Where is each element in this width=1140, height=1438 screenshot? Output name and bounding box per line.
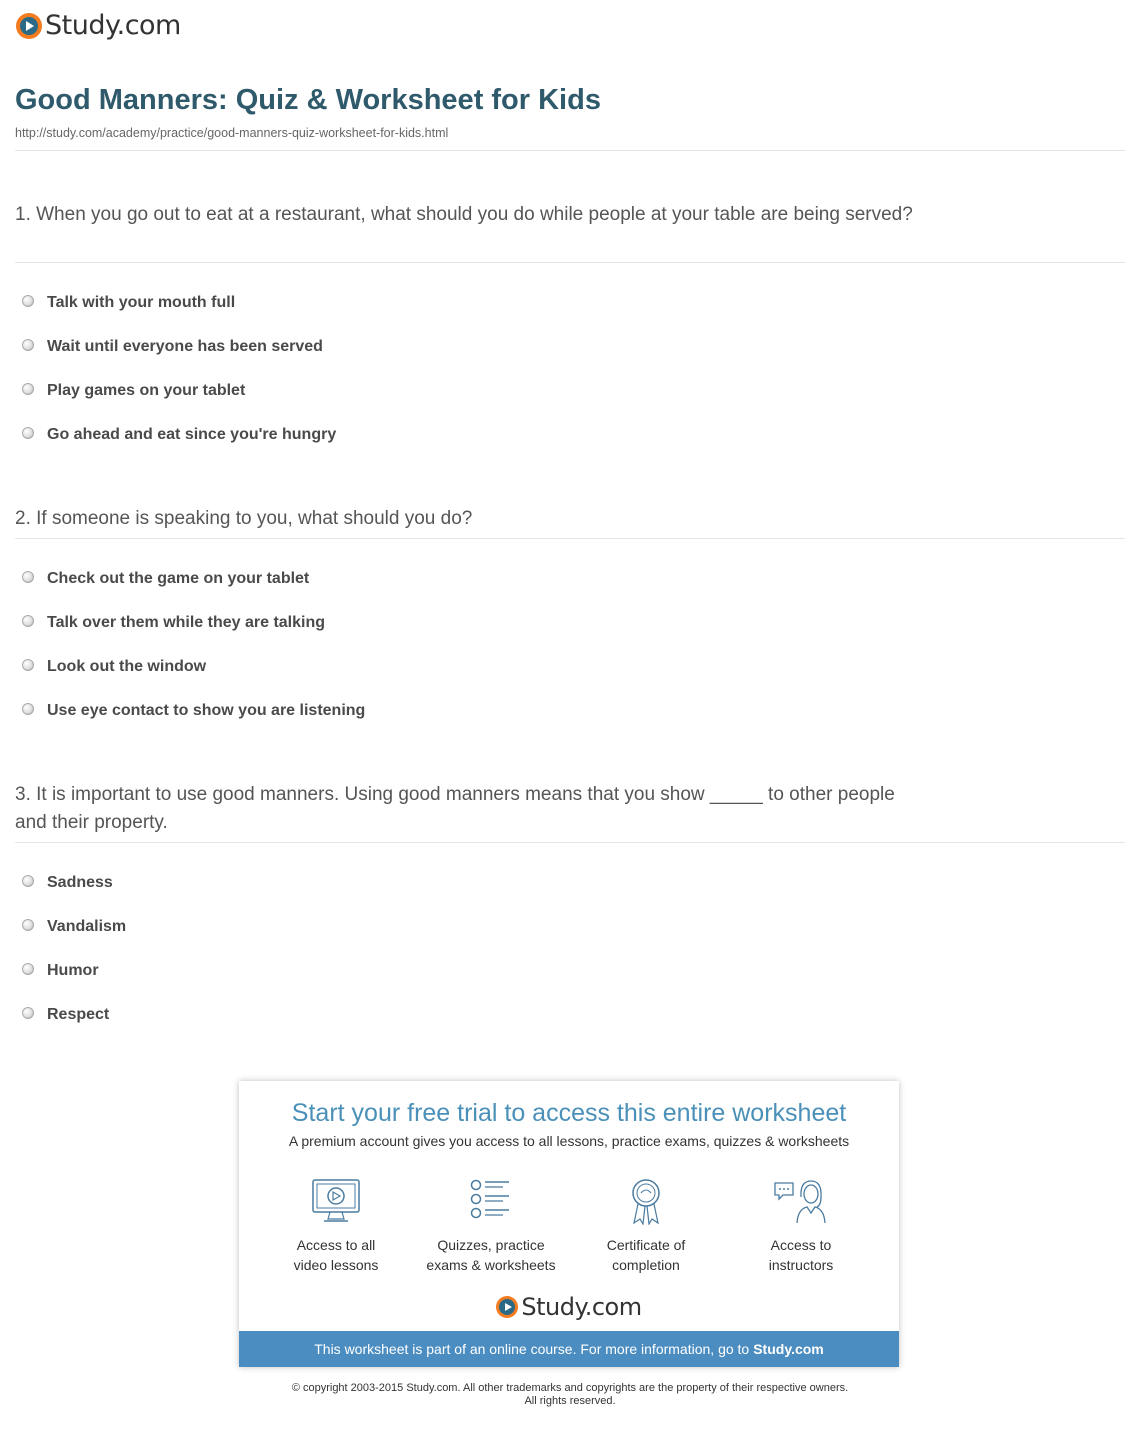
promo-bar-link[interactable]: Study.com [753, 1341, 824, 1357]
title-divider [15, 150, 1125, 151]
option-label: Respect [47, 1006, 110, 1023]
feature-line-1: Access to [770, 1237, 832, 1253]
promo-info-bar [239, 1331, 899, 1367]
play-logo-icon [496, 1296, 518, 1318]
question-1-option-4[interactable] [22, 425, 336, 445]
radio-button[interactable] [22, 427, 34, 439]
radio-button[interactable] [22, 919, 34, 931]
radio-button[interactable] [22, 1007, 34, 1019]
question-2-option-4[interactable] [22, 701, 365, 721]
question-3: 3. It is important to use good manners. Using good manners means that you show _____ to other people and their property. [15, 784, 895, 833]
feature-video-lessons [261, 1177, 411, 1275]
feature-line-1: Quizzes, practice [437, 1237, 545, 1253]
logo-text: Study.com [45, 10, 181, 41]
option-label: Talk over them while they are talking [47, 614, 326, 631]
study-logo[interactable] [16, 10, 181, 41]
question-1-divider [15, 262, 1125, 263]
page-title: Good Manners: Quiz & Worksheet for Kids [15, 84, 601, 116]
radio-button[interactable] [22, 295, 34, 307]
option-label: Play games on your tablet [47, 382, 246, 399]
option-label: Wait until everyone has been served [47, 338, 323, 355]
feature-line-1: Access to all [296, 1237, 376, 1253]
question-1-option-2[interactable] [22, 337, 323, 357]
checklist-icon [465, 1177, 517, 1225]
feature-quizzes [416, 1177, 566, 1275]
radio-button[interactable] [22, 875, 34, 887]
question-1-option-3[interactable] [22, 381, 245, 401]
instructor-icon [771, 1177, 831, 1225]
question-2-option-3[interactable] [22, 657, 206, 677]
feature-line-2: exams & worksheets [426, 1257, 556, 1273]
option-label: Sadness [47, 874, 113, 891]
option-label: Go ahead and eat since you're hungry [47, 426, 337, 443]
promo-subtitle: A premium account gives you access to all lessons, practice exams, quizzes & worksheets [288, 1133, 850, 1149]
option-label: Vandalism [47, 918, 127, 935]
feature-line-2: instructors [768, 1257, 834, 1273]
radio-button[interactable] [22, 963, 34, 975]
feature-line-2: video lessons [293, 1257, 379, 1273]
option-label: Look out the window [47, 658, 207, 675]
radio-button[interactable] [22, 615, 34, 627]
video-lesson-icon [310, 1177, 362, 1225]
radio-button[interactable] [22, 571, 34, 583]
question-2: 2. If someone is speaking to you, what should you do? [15, 508, 473, 529]
option-label: Talk with your mouth full [47, 294, 236, 311]
question-3-divider [15, 842, 1125, 843]
feature-instructors [726, 1177, 876, 1275]
feature-certificate [571, 1177, 721, 1275]
radio-button[interactable] [22, 339, 34, 351]
question-1: 1. When you go out to eat at a restaurant, what should you do while people at your table are being served? [15, 204, 913, 225]
promo-study-logo[interactable] [239, 1293, 899, 1321]
radio-button[interactable] [22, 659, 34, 671]
promo-title[interactable]: Start your free trial to access this entire worksheet [291, 1099, 847, 1127]
logo-text: Study.com [521, 1293, 642, 1321]
free-trial-promo[interactable] [239, 1081, 899, 1367]
option-label: Use eye contact to show you are listening [47, 702, 366, 719]
copyright-line-2: All rights reserved. [524, 1395, 616, 1407]
feature-line-2: completion [612, 1257, 680, 1273]
question-1-option-1[interactable] [22, 293, 235, 313]
question-2-divider [15, 538, 1125, 539]
promo-bar-text: This worksheet is part of an online course. For more information, go to [314, 1341, 750, 1357]
radio-button[interactable] [22, 703, 34, 715]
question-2-option-1[interactable] [22, 569, 309, 589]
certificate-icon [620, 1177, 672, 1225]
question-3-option-1[interactable] [22, 873, 113, 893]
radio-button[interactable] [22, 383, 34, 395]
question-2-option-2[interactable] [22, 613, 325, 633]
feature-line-1: Certificate of [606, 1237, 686, 1253]
question-3-option-3[interactable] [22, 961, 99, 981]
copyright-footer [0, 1382, 1140, 1408]
copyright-line-1: © copyright 2003-2015 Study.com. All other trademarks and copyrights are the property of their respective owners. [291, 1382, 849, 1394]
question-3-option-2[interactable] [22, 917, 126, 937]
play-logo-icon [16, 13, 42, 39]
question-3-option-4[interactable] [22, 1005, 109, 1025]
option-label: Check out the game on your tablet [47, 570, 310, 587]
page-url: http://study.com/academy/practice/good-manners-quiz-worksheet-for-kids.html [15, 126, 449, 140]
option-label: Humor [47, 962, 99, 979]
